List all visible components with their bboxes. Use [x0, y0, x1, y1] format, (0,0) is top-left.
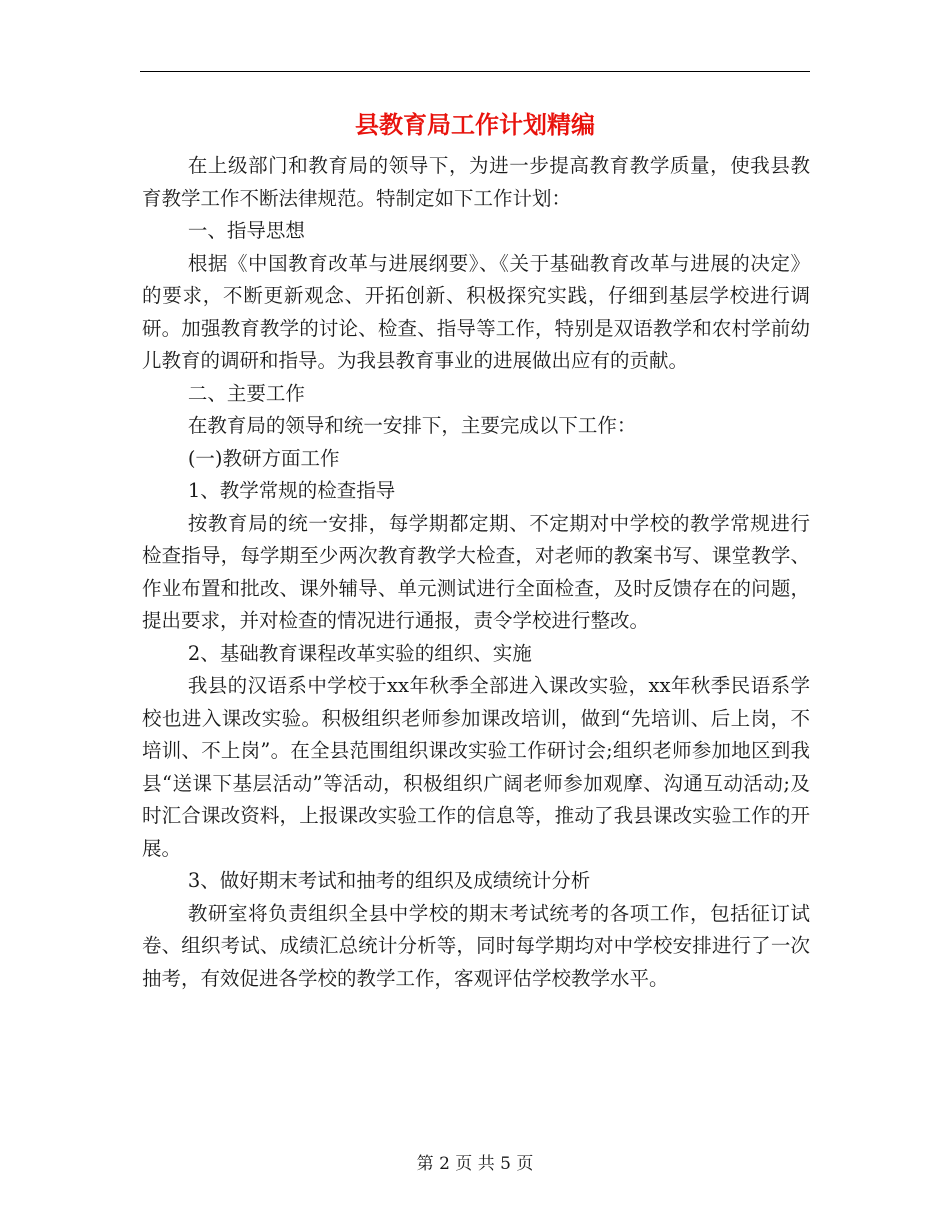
paragraph-curriculum-reform: 我县的汉语系中学校于xx年秋季全部进入课改实验，xx年秋季民语系学校也进入课改实验。积极组织老师参加课改培训，做到“先培训、后上岗，不培训、不上岗”。在全县范围组织课改实验工作研讨会;组织老师参加地区到我县“送课下基层活动”等活动，积极组织广阔老师参加观摩、沟通互动活动;及时汇合课改资料，上报课改实验工作的信息等，推动了我县课改实验工作的开展。 [142, 674, 810, 860]
paragraph-intro: 在上级部门和教育局的领导下，为进一步提高教育教学质量，使我县教育教学工作不断法律规范。特制定如下工作计划： [142, 154, 810, 210]
page-number-footer: 第 2 页 共 5 页 [416, 1154, 534, 1174]
paragraph-main-work-intro: 在教育局的领导和统一安排下，主要完成以下工作： [187, 414, 637, 437]
paragraph-exams: 教研室将负责组织全县中学校的期末考试统考的各项工作，包括征订试卷、组织考试、成绩汇总统计分析等，同时每学期均对中学校安排进行了一次抽考，有效促进各学校的教学工作，客观评估学校教学水平。 [142, 901, 810, 990]
subsection-heading-research: (一)教研方面工作 [187, 446, 340, 470]
item-heading-routine-inspection: 1、教学常规的检查指导 [187, 479, 396, 502]
header-rule [140, 71, 810, 72]
document-body [142, 150, 810, 995]
section-heading-main-work: 二、主要工作 [187, 381, 305, 405]
item-heading-curriculum-reform: 2、基础教育课程改革实验的组织、实施 [187, 641, 532, 665]
item-heading-exams: 3、做好期末考试和抽考的组织及成绩统计分析 [187, 869, 591, 892]
section-heading-guiding-thought: 一、指导思想 [187, 219, 305, 242]
paragraph-guiding-thought: 根据《中国教育改革与进展纲要》、《关于基础教育改革与进展的决定》的要求，不断更新观念、开拓创新、积极探究实践，仔细到基层学校进行调研。加强教育教学的讨论、检查、指导等工作，特别是双语教学和农村学前幼儿教育的调研和指导。为我县教育事业的进展做出应有的贡献。 [142, 251, 810, 372]
paragraph-routine-inspection: 按教育局的统一安排，每学期都定期、不定期对中学校的教学常规进行检查指导，每学期至少两次教育教学大检查，对老师的教案书写、课堂教学、作业布置和批改、课外辅导、单元测试进行全面检查，及时反馈存在的问题，提出要求，并对检查的情况进行通报，责令学校进行整改。 [142, 511, 810, 632]
document-title: 县教育局工作计划精编 [355, 110, 595, 139]
